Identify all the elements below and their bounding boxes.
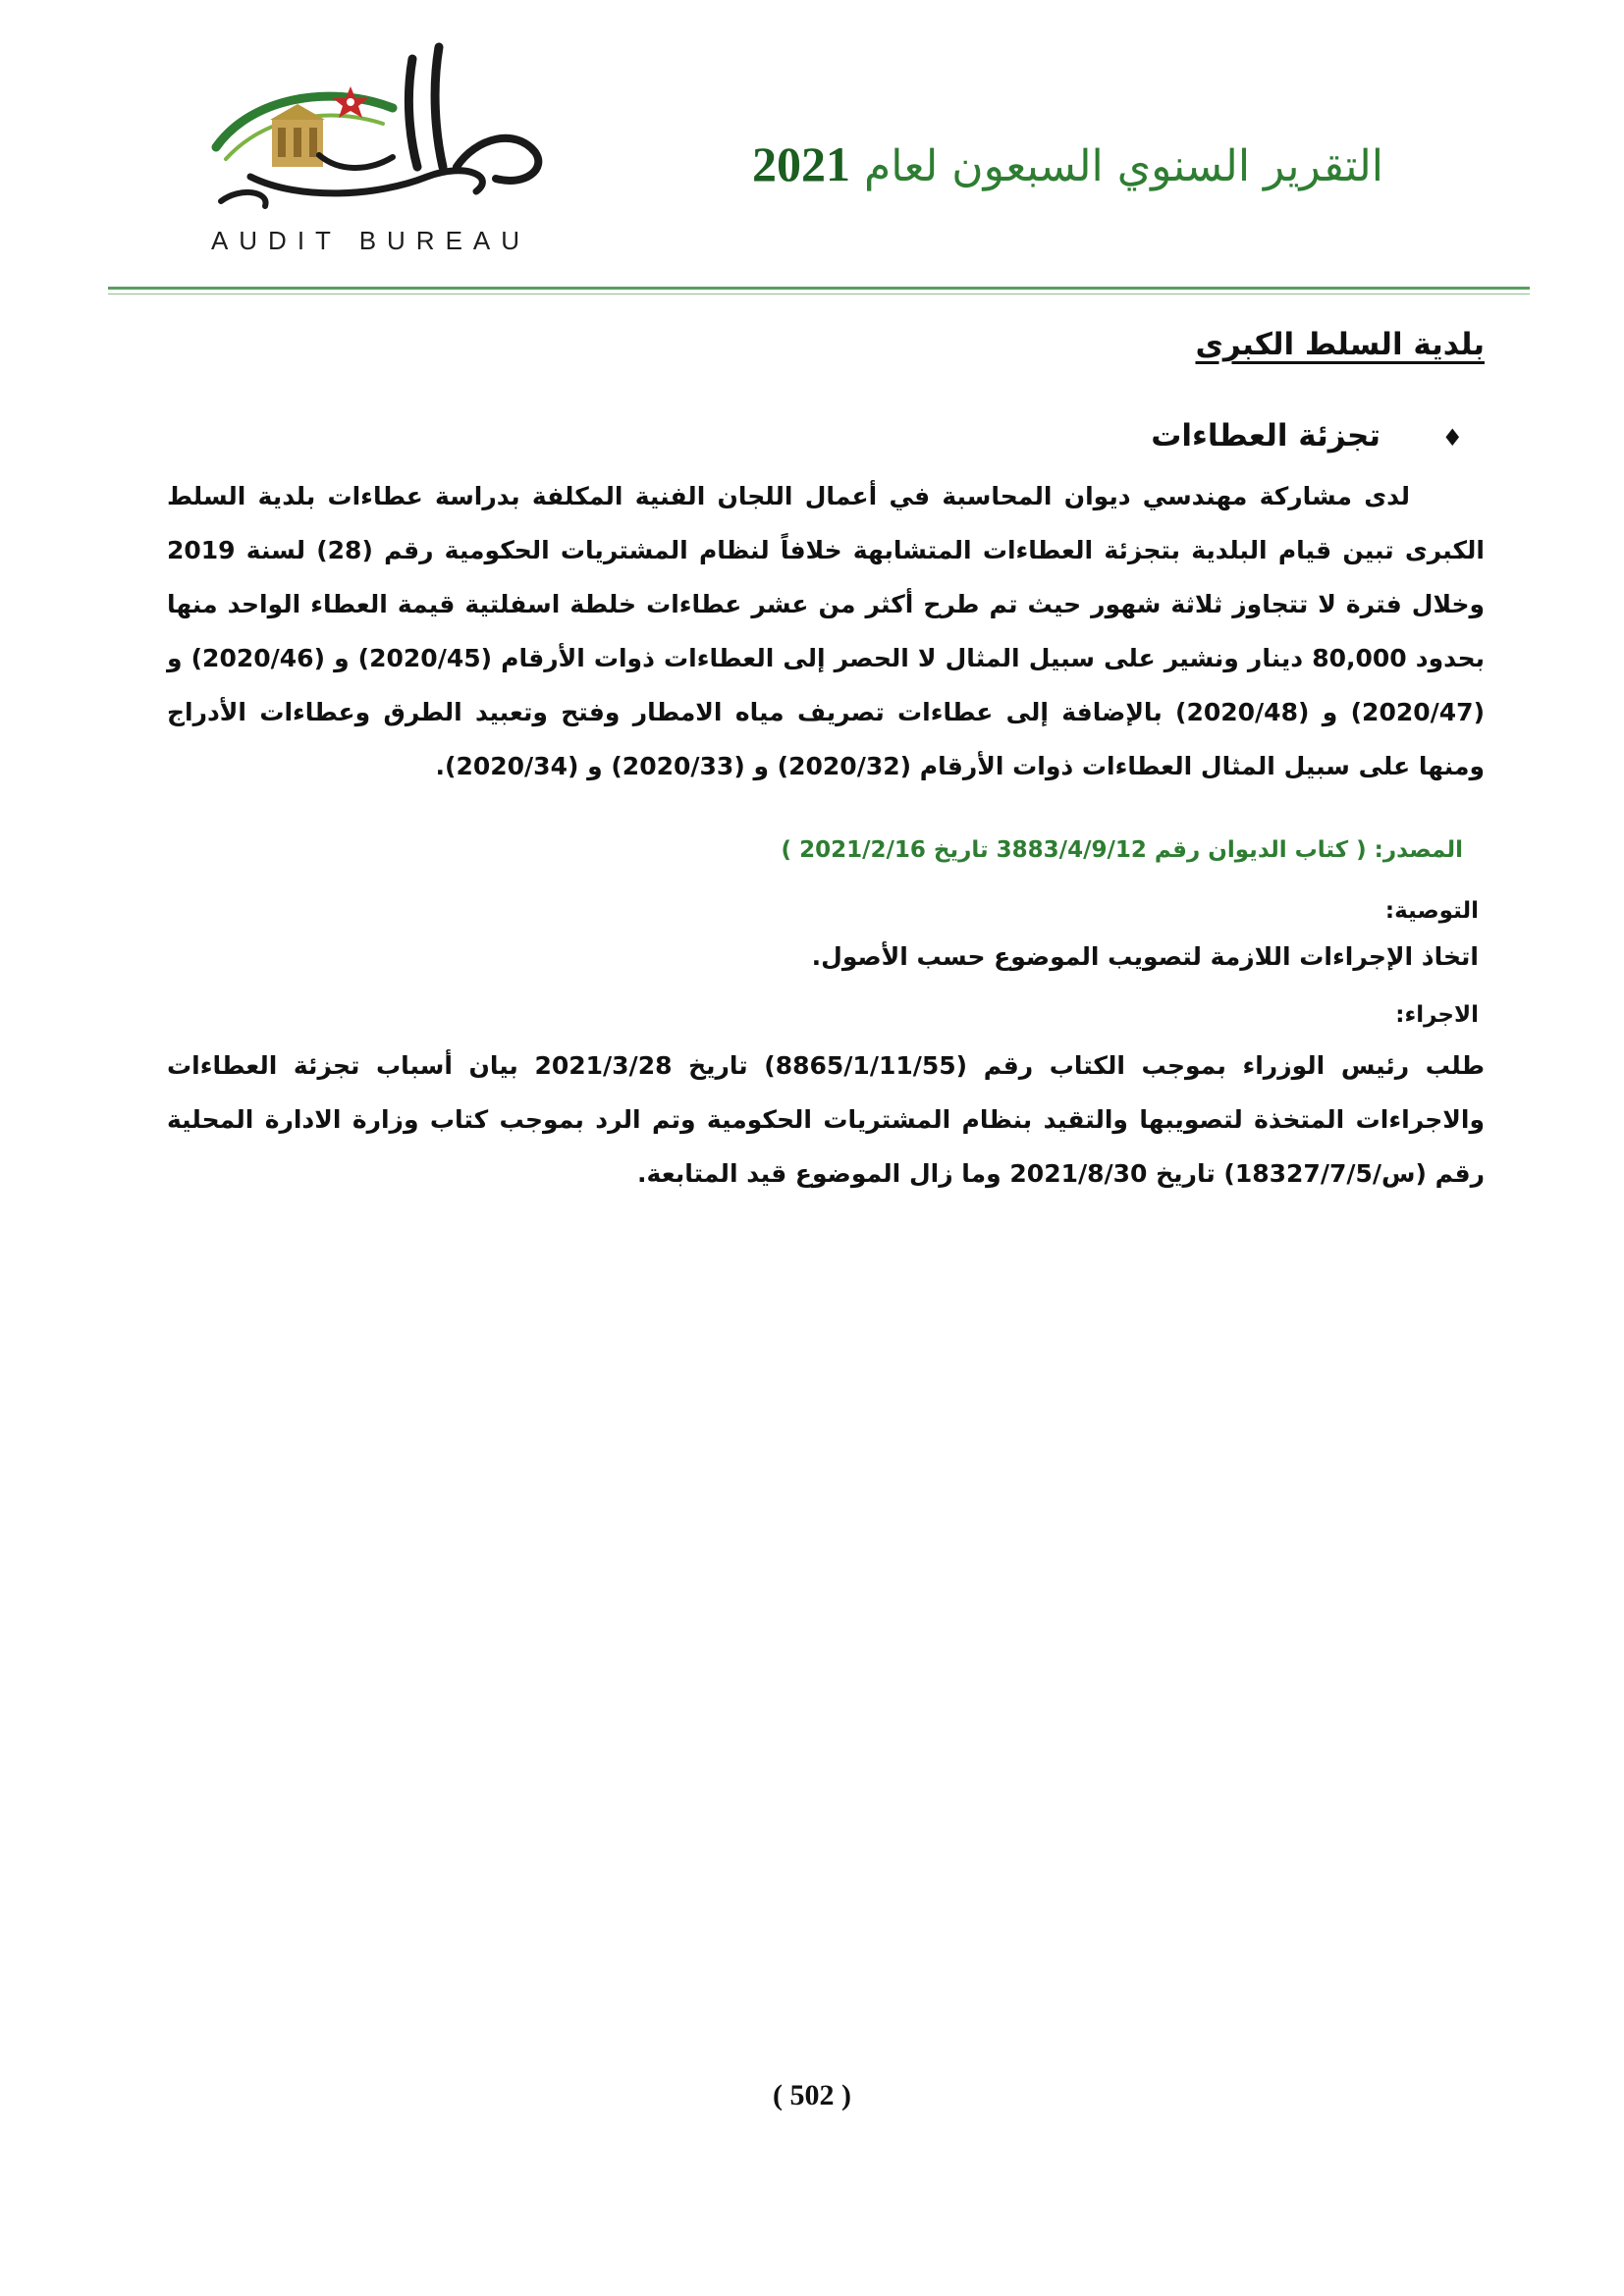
report-title-text: التقرير السنوي السبعون لعام: [864, 141, 1383, 191]
action-label: الاجراء:: [1395, 1002, 1479, 1028]
finding-paragraph: لدى مشاركة مهندسي ديوان المحاسبة في أعمال اللجان الفنية المكلفة بدراسة عطاءات بلدية السلط الكبرى تبين قيام البلدية بتجزئة العطاءات المتشابهة خلافاً لنظام المشتريات الحكومية رقم (28) لسنة 2019 وخلال فترة لا تتجاوز ثلاثة شهور حيث تم طرح أكثر من عشر عطاءات خلطة اسفلتية قيمة العطاء الواحد منها بحدود 80,000 دينار ونشير على سبيل المثال لا الحصر إلى العطاءات ذوات الأرقام (2020/45) و (2020/46) و (2020/47) و (2020/48) بالإضافة إلى عطاءات تصريف مياه الامطار وفتح وتعبيد الطرق وعطاءات الأدراج ومنها على سبيل المثال العطاءات ذوات الأرقام (2020/32) و (2020/33) و (2020/34).: [167, 482, 1485, 780]
page-number: ( 502 ): [773, 2079, 851, 2111]
report-content: [167, 314, 1485, 1201]
recommendation-text: اتخاذ الإجراءات اللازمة لتصويب الموضوع حسب الأصول.: [811, 942, 1479, 971]
header-divider: [108, 287, 1530, 290]
audit-bureau-logo: [182, 29, 560, 260]
section-heading-text: تجزئة العطاءات: [1151, 418, 1380, 454]
logo-caption: AUDIT BUREAU: [210, 226, 531, 255]
entity-name: بلدية السلط الكبرى: [1195, 327, 1485, 362]
report-year: 2021: [752, 136, 851, 191]
report-title: [752, 135, 1383, 192]
action-text: طلب رئيس الوزراء بموجب الكتاب رقم (8865/1/11/55) تاريخ 2021/3/28 بيان أسباب تجزئة العطاءات والاجراءات المتخذة لتصويبها والتقيد بنظام المشتريات الحكومية وتم الرد بموجب كتاب وزارة الادارة المحلية رقم (س/18327/7/5) تاريخ 2021/8/30 وما زال الموضوع قيد المتابعة.: [167, 1051, 1485, 1188]
source-reference: المصدر: ( كتاب الديوان رقم 3883/4/9/12 تاريخ 2021/2/16 ): [781, 837, 1463, 863]
section-heading: ♦تجزئة العطاءات: [1151, 418, 1463, 454]
recommendation-label: التوصية:: [1384, 898, 1479, 924]
